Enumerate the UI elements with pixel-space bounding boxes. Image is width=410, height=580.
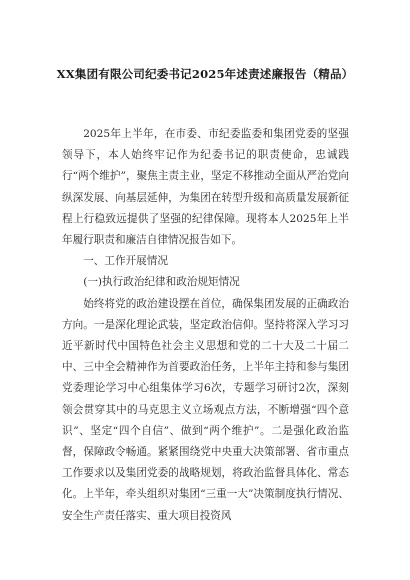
intro-paragraph: 2025年上半年，在市委、市纪委监委和集团党委的坚强领导下，本人始终牢记作为纪委书记的职责使命，忠诚践行“两个维护”，聚焦主责主业，坚定不移推动全面从严治党向纵深发展、向基层延伸，为集团在转型升级和高质量发展新征程上行稳致远提供了坚强的纪律保障。现将本人2025年上半年履行职责和廉洁自律情况报告如下。 (62, 128, 349, 247)
body-paragraph: 始终将党的政治建设摆在首位，确保集团发展的正确政治方向。一是深化理论武装，坚定政治信仰。坚持将深入学习习近平新时代中国特色社会主义思想和党的二十大及二十届二中、三中全会精神作为首要政治任务，上半年主持和参与集团党委理论学习中心组集体学习6次，专题学习研讨2次，深刻领会贯穿其中的马克思主义立场观点方法，不断增强“四个意识”、坚定“四个自信”、做到“两个维护”。二是强化政治监督，保障政令畅通。紧紧围绕党中央重大决策部署、省市重点工作要求以及集团党委的战略规划，将政治监督具体化、常态化。上半年，牵头组织对集团“三重一大”决策制度执行情况、安全生产责任落实、重大项目投资风 (62, 297, 349, 522)
subsection-heading: (一)执行政治纪律和政治规矩情况 (83, 276, 240, 289)
section-heading: 一、工作开展情况 (83, 255, 168, 268)
document-body (62, 124, 349, 527)
document-title: XX集团有限公司纪委书记2025年述责述廉报告（精品） (56, 67, 354, 81)
